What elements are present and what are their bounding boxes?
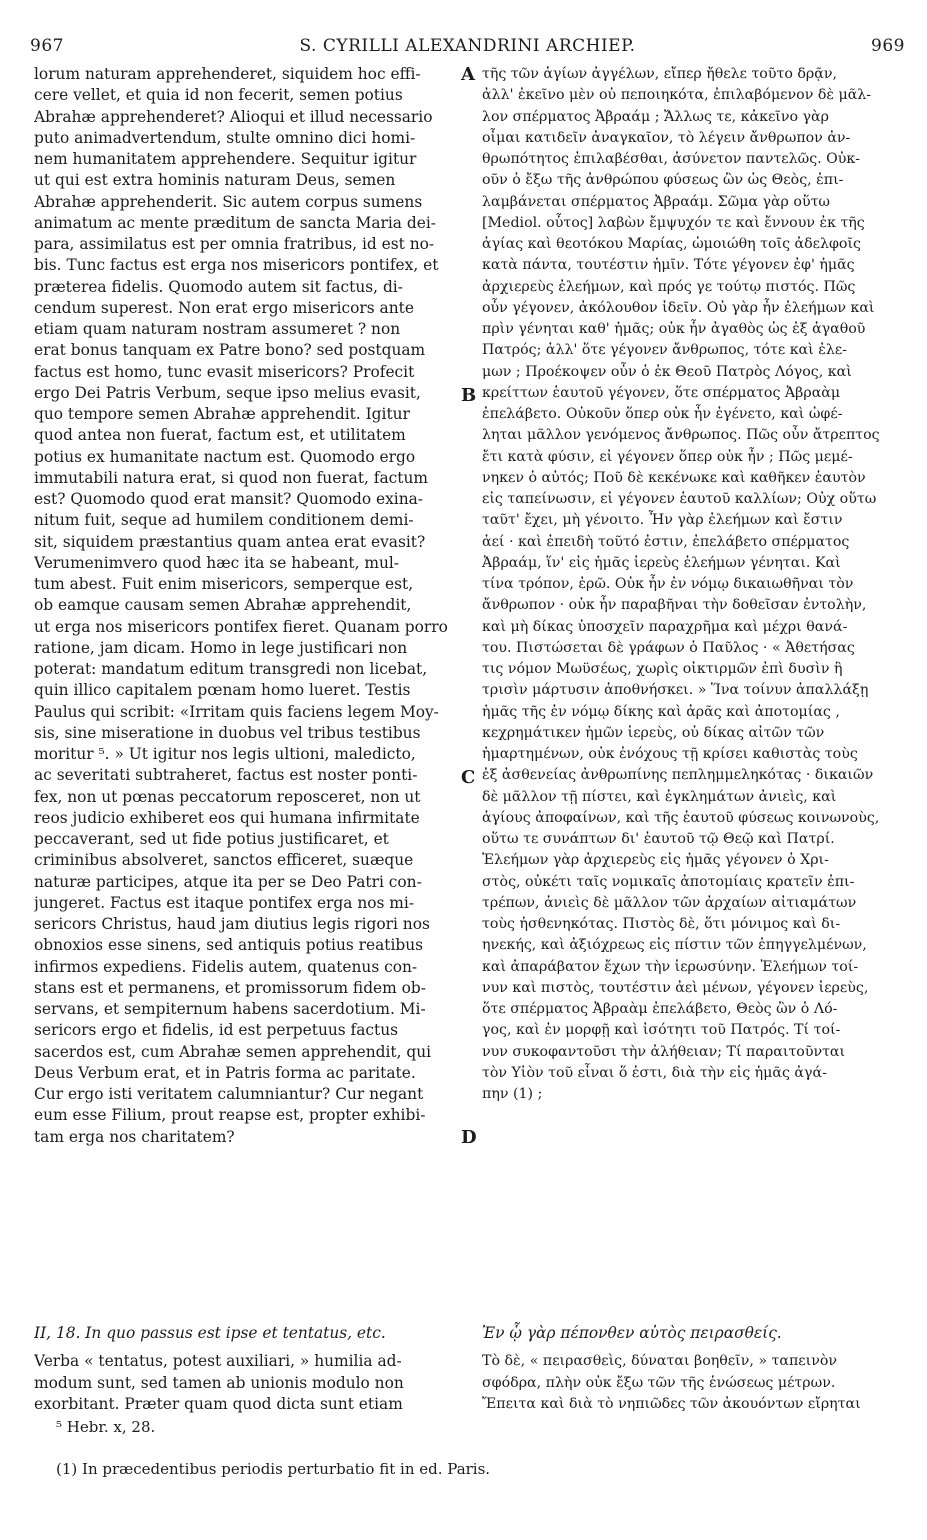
greek-text-line: ἡμᾶς τῆς ἐν νόμῳ δίκης καὶ ἀρᾶς καὶ ἀποτομίας ,: [482, 703, 840, 720]
latin-text-line: Abrahæ apprehenderet? Alioqui et illud necessario: [34, 107, 433, 126]
latin-text-line: eum esse Filium, prout reapse est, propter exhibi-: [34, 1106, 426, 1125]
greek-text-line: ἀεί · καὶ ἐπειδὴ τοῦτό ἐστιν, ἐπελάβετο σπέρματος: [482, 533, 850, 550]
greek-text-line: θρωπότητος ἐπιλαβέσθαι, ἀσύνετον παντελῶς. Οὐκ-: [482, 151, 861, 167]
greek-text-line: κεχρημάτικεν ἡμῶν ἱερεὺς, οὐ δίκας αἰτῶν τῶν: [482, 724, 825, 741]
latin-text-line: criminibus absolveret, sanctos efficeret, suæque: [34, 851, 414, 870]
greek-text-line: μων ; Προέκοψεν οὖν ὁ ἐκ Θεοῦ Πατρὸς Λόγος, καὶ: [482, 363, 852, 380]
latin-section-line: exorbitant. Præter quam quod dicta sunt etiam: [34, 1395, 403, 1413]
greek-text-line: νυν καὶ πιστὸς, τουτέστιν ἀεὶ μένων, γέγονεν ἱερεὺς,: [482, 979, 869, 996]
latin-section: [34, 1319, 458, 1416]
greek-section-line: Ἔπειτα καὶ διὰ τὸ νηπιῶδες τῶν ἀκουόντων εἴρηται: [482, 1396, 861, 1412]
greek-text-line: τίνα τρόπον, ἐρῶ. Οὐκ ἦν ἐν νόμῳ δικαιωθῆναι τὸν: [482, 576, 854, 592]
latin-text-line: cere vellet, et quia id non fecerit, semen potius: [34, 86, 403, 105]
latin-text-line: Abrahæ apprehenderit. Sic autem corpus sumens: [34, 192, 423, 211]
latin-text-line: servans, et sempiternum habens sacerdotium. Mi-: [34, 1000, 426, 1018]
greek-text-line: ἄνθρωπον · οὐκ ἦν παραβῆναι τὴν δοθεῖσαν ἐντολὴν,: [482, 597, 867, 614]
greek-text-line: ταῦτ' ἔχει, μὴ γένοιτο. Ἦν γὰρ ἐλεήμων καὶ ἔστιν: [482, 512, 843, 529]
latin-text-line: immutabili natura erat, si quod non fuerat, factum: [34, 468, 428, 487]
margin-marker-b: B: [461, 385, 477, 406]
latin-text-line: Cur ergo isti veritatem calumniantur? Cur negant: [34, 1085, 424, 1103]
greek-text-line: εἰς ταπείνωσιν, εἰ γέγονεν ἑαυτοῦ καλλίων; Οὐχ οὕτω: [482, 491, 877, 507]
latin-text-line: Deus Verbum erat, et in Patris forma ac paritate.: [34, 1063, 416, 1082]
latin-column: [34, 64, 458, 1148]
greek-text-line: οῦν ὁ ἔξω τῆς ἀνθρώπου φύσεως ὢν ὡς Θεὸς, ἐπι-: [482, 172, 844, 189]
latin-text-line: sericors ergo et fidelis, id est perpetuus factus: [34, 1021, 399, 1040]
latin-text-line: lorum naturam apprehenderet, siquidem hoc effi-: [34, 65, 421, 83]
latin-section-line: modum sunt, sed tamen ab unionis modulo non: [34, 1373, 404, 1392]
greek-text-line: ὅτε σπέρματος Ἀβραὰμ ἐπελάβετο, Θεὸς ὢν ὁ Λό-: [482, 1001, 838, 1017]
greek-text-line: οἶμαι κατιδεῖν ἀναγκαῖον, τὸ λέγειν ἄνθρωπον ἀν-: [482, 129, 851, 146]
greek-text-line: καὶ μὴ δίκας ὑποσχεῖν παραχρῆμα καὶ μέχρι θανά-: [482, 618, 848, 635]
greek-text-line: νηκεν ὁ αὐτός; Ποῦ δὲ κεκένωκε καὶ καθῆκεν ἑαυτὸν: [482, 469, 866, 486]
greek-text-line: Πατρός; ἀλλ' ὅτε γέγονεν ἄνθρωπος, τότε καὶ ἐλε-: [482, 342, 847, 359]
greek-text-line: γος, καὶ ἐν μορφῇ καὶ ἰσότητι τοῦ Πατρός. Τί τοί-: [482, 1022, 841, 1039]
latin-text-line: fex, non ut pœnas peccatorum reposceret, non ut: [34, 787, 421, 806]
latin-text-line: reos judicio exhiberet eos qui humana infirmitate: [34, 808, 420, 827]
latin-text-line: sacerdos est, cum Abrahæ semen apprehendit, qui: [34, 1042, 432, 1061]
greek-text-line: τρισὶν μάρτυσιν ἀποθνήσκει. » Ἵνα τοίνυν ἀπαλλάξῃ: [482, 682, 869, 699]
greek-text-line: οὖν γέγονεν, ἀκόλουθον ἰδεῖν. Οὐ γὰρ ἦν ἐλεήμων καὶ: [482, 299, 875, 316]
latin-text-line: ac severitati subtraheret, factus est noster ponti-: [34, 766, 418, 785]
greek-text-line: ἀρχιερεὺς ἐλεήμων, καὶ πρός γε τούτῳ πιστός. Πῶς: [482, 278, 856, 295]
latin-section-line: Verba « tentatus, potest auxiliari, » humilia ad-: [34, 1352, 402, 1370]
latin-text-line: animatum ac mente præditum de sancta Maria dei-: [34, 213, 436, 232]
latin-text-line: ergo Dei Patris Verbum, seque ipso melius evasit,: [34, 383, 421, 402]
latin-text-line: infirmos expediens. Fidelis autem, quatenus con-: [34, 957, 418, 976]
latin-text-line: peccaverant, sed ut fide potius justificaret, et: [34, 830, 389, 848]
latin-text-line: sericors Christus, haud jam diutius legis rigori nos: [34, 915, 430, 933]
latin-text-line: erat bonus tanquam ex Patre bono? sed postquam: [34, 341, 426, 360]
latin-text-line: Verumenimvero quod hæc ita se habeant, mul-: [34, 553, 400, 572]
greek-text-line: τὸν Υἱὸν τοῦ εἶναι ὅ ἐστι, διὰ τὴν εἰς ἡμᾶς ἀγά-: [482, 1064, 827, 1081]
greek-text-line: στὸς, οὐκέτι ταῖς νομικαῖς ἀποτομίαις κρατεῖν ἐπι-: [482, 873, 855, 890]
margin-marker-a: A: [461, 64, 475, 85]
greek-text-line: ἐπελάβετο. Οὐκοῦν ὅπερ οὐκ ἦν ἐγένετο, καὶ ὠφέ-: [482, 406, 843, 422]
footnote-editorial: (1) In præcedentibus periodis perturbatio fit in ed. Paris.: [56, 1460, 491, 1478]
latin-text-line: obnoxios esse sinens, sed antiquis potius reatibus: [34, 936, 424, 955]
greek-text-line: πην (1) ;: [482, 1086, 543, 1102]
latin-text-line: nitum fuit, seque ad humilem conditionem demi-: [34, 511, 414, 530]
page-number-left: 967: [30, 36, 64, 56]
greek-text-line: [Mediol. οὗτος] λαβὼν ἔμψυχόν τε καὶ ἔννουν ἐκ τῆς: [482, 214, 865, 231]
latin-text-line: est? Quomodo quod erat mansit? Quomodo exina-: [34, 490, 423, 508]
latin-text-line: nem humanitatem apprehendere. Sequitur igitur: [34, 150, 417, 168]
latin-text-line: quo tempore semen Abrahæ apprehendit. Igitur: [34, 405, 410, 423]
greek-section-line: σφόδρα, πλὴν οὐκ ἔξω τῶν τῆς ἑνώσεως μέτρων.: [482, 1374, 836, 1391]
greek-text-line: καὶ ἀπαράβατον ἔχων τὴν ἱερωσύνην. Ἐλεήμων τοί-: [482, 958, 859, 975]
greek-text-line: τρέπων, ἀνιεὶς δὲ μᾶλλον τῶν ἀρχαίων αἰτιαμάτων: [482, 894, 857, 911]
greek-text-line: νυν συκοφαντοῦσι τὴν ἀλήθειαν; Τί παραιτοῦνται: [482, 1043, 846, 1060]
latin-text-line: sit, siquidem præstantius quam antea erat evasit?: [34, 532, 426, 551]
latin-section-heading: II, 18. In quo passus est ipse et tentatus, etc.: [34, 1324, 386, 1342]
greek-text-line: πρὶν γένηται καθ' ἡμᾶς; οὐκ ἦν ἀγαθὸς ὡς ἐξ ἀγαθοῦ: [482, 321, 866, 337]
greek-text-line: του. Πιστώσεται δὲ γράφων ὁ Παῦλος · « Ἀθετήσας: [482, 639, 855, 656]
latin-text-line: tum abest. Fuit enim misericors, semperque est,: [34, 575, 414, 593]
greek-text-line: λον σπέρματος Ἀβραάμ ; Ἄλλως τε, κἀκεῖνο γὰρ: [482, 108, 829, 125]
footnote-scripture: ⁵ Hebr. x, 28.: [56, 1418, 156, 1436]
greek-text-line: τοὺς ἠσθενηκότας. Πιστὸς δὲ, ὅτι μόνιμος καὶ δι-: [482, 916, 841, 932]
greek-column: [482, 64, 910, 1105]
latin-text-line: factus est homo, tunc evasit misericors? Profecit: [34, 362, 415, 381]
greek-text-line: Ἐλεήμων γὰρ ἀρχιερεὺς εἰς ἡμᾶς γέγονεν ὁ Χρι-: [482, 852, 829, 869]
greek-text-line: ἔτι κατὰ φύσιν, εἰ γέγονεν ὅπερ οὐκ ἦν ; Πῶς μεμέ-: [482, 448, 853, 465]
latin-text-line: præterea fidelis. Quomodo autem sit factus, di-: [34, 277, 403, 296]
greek-text-line: κρείττων ἑαυτοῦ γέγονεν, ὅτε σπέρματος Ἀβραὰμ: [482, 384, 841, 401]
latin-text-line: ut qui est extra hominis naturam Deus, semen: [34, 171, 396, 190]
greek-text-line: κατὰ πάντα, τουτέστιν ἡμῖν. Τότε γέγονεν ἐφ' ἡμᾶς: [482, 257, 855, 274]
margin-marker-d: D: [461, 1127, 477, 1148]
latin-text-line: cendum superest. Non erat ergo misericors ante: [34, 298, 414, 317]
greek-text-line: ἁγίους ἀποφαίνων, καὶ τῆς ἑαυτοῦ φύσεως κοινωνοὺς,: [482, 809, 880, 826]
greek-text-line: τῆς τῶν ἁγίων ἀγγέλων, εἴπερ ἤθελε τοῦτο δρᾷν,: [482, 66, 837, 82]
latin-text-line: potius ex humanitate nactum est. Quomodo ergo: [34, 447, 416, 466]
latin-text-line: Paulus qui scribit: «Irritam quis faciens legem Moy-: [34, 702, 439, 721]
greek-text-line: δὲ μᾶλλον τῇ πίστει, καὶ ἐγκλημάτων ἀνιεὶς, καὶ: [482, 788, 837, 805]
greek-text-line: οὕτω τε συνάπτων δι' ἑαυτοῦ τῷ Θεῷ καὶ Πατρί.: [482, 831, 835, 847]
latin-text-line: ob eamque causam semen Abrahæ apprehendit,: [34, 596, 412, 615]
latin-text-line: para, assimilatus est per omnia fratribus, id est no-: [34, 235, 435, 253]
latin-text-line: bis. Tunc factus est erga nos misericors pontifex, et: [34, 256, 439, 275]
latin-text-line: ratione, jam dicam. Homo in lege justificari non: [34, 638, 408, 657]
running-title: S. CYRILLI ALEXANDRINI ARCHIEP.: [299, 36, 636, 56]
greek-text-line: λαμβάνεται σπέρματος Ἀβραάμ. Σῶμα γὰρ οὕτω: [482, 193, 830, 210]
page-number-right: 969: [871, 36, 905, 56]
latin-text-line: jungeret. Factus est itaque pontifex erga nos mi-: [34, 893, 415, 912]
greek-text-line: ἡμαρτημένων, οὐκ ἐνόχους τῇ κρίσει καθιστὰς τοὺς: [482, 746, 858, 762]
greek-section-line: Τὸ δὲ, « πειρασθεὶς, δύναται βοηθεῖν, » ταπεινὸν: [482, 1353, 838, 1369]
greek-section-heading: Ἐν ᾧ γὰρ πέπονθεν αὐτὸς πειρασθείς.: [482, 1324, 782, 1342]
greek-section: [482, 1319, 910, 1416]
margin-marker-c: C: [461, 767, 476, 788]
latin-text-line: tam erga nos charitatem?: [34, 1127, 235, 1146]
greek-text-line: ἀλλ' ἐκεῖνο μὲν οὐ πεποιηκότα, ἐπιλαβόμενον δὲ μᾶλ-: [482, 87, 872, 104]
greek-text-line: Ἀβραάμ, ἵν' εἰς ἡμᾶς ἱερεὺς ἐλεήμων γένηται. Καὶ: [482, 554, 841, 571]
latin-text-line: quod antea non fuerat, factum est, et utilitatem: [34, 426, 406, 445]
greek-text-line: ἁγίας καὶ θεοτόκου Μαρίας, ὡμοιώθη τοῖς ἀδελφοῖς: [482, 236, 861, 252]
latin-text-line: etiam quam naturam nostram assumeret ? non: [34, 320, 401, 338]
greek-text-line: ἐξ ἀσθενείας ἀνθρωπίνης πεπλημμεληκότας · δικαιῶν: [482, 767, 874, 784]
latin-text-line: quin illico capitalem pœnam homo lueret. Testis: [34, 681, 411, 700]
latin-text-line: naturæ participes, atque ita per se Deo Patri con-: [34, 872, 422, 891]
running-header: [30, 36, 905, 58]
latin-text-line: sis, sine miseratione in duobus vel tribus testibus: [34, 723, 421, 742]
greek-text-line: ηνεκής, καὶ ἀξιόχρεως εἰς πίστιν τῶν ἐπηγγελμένων,: [482, 937, 867, 954]
latin-text-line: puto animadvertendum, stulte omnino dici homi-: [34, 128, 416, 147]
latin-text-line: moritur ⁵. » Ut igitur nos legis ultioni, maledicto,: [34, 745, 416, 763]
latin-text-line: poterat: mandatum editum transgredi non licebat,: [34, 660, 428, 678]
latin-text-line: ut erga nos misericors pontifex fieret. Quanam porro: [34, 617, 448, 636]
latin-text-line: stans est et permanens, et promissorum fidem ob-: [34, 978, 426, 997]
greek-text-line: ληται μᾶλλον γενόμενος ἄνθρωπος. Πῶς οὖν ἄτρεπτος: [482, 427, 880, 444]
greek-text-line: τις νόμον Μωϋσέως, χωρὶς οἰκτιρμῶν ἐπὶ δυσὶν ἢ: [482, 661, 843, 677]
